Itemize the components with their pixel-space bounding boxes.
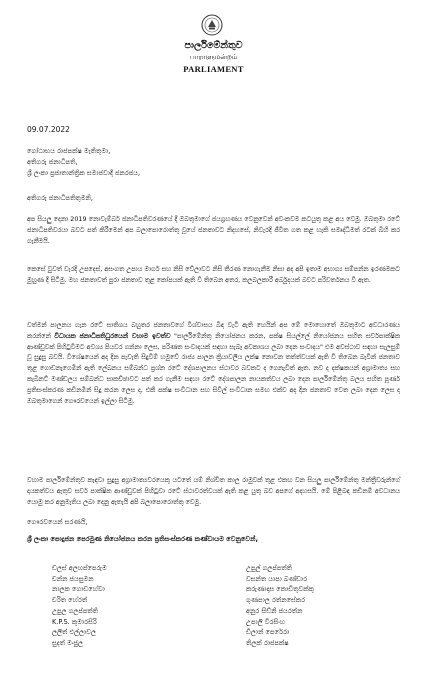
header-english-title: PARLIAMENT [183,64,244,74]
signatory-name: අනුර සිඩ්නි ජයරත්න [246,606,303,615]
signatory-list-right [246,563,314,649]
paragraph-2: කෙසේ වුවත් වැරදි උපදෙස්, අසංගත උපාය මාර්ග සහ නිසි වේලාවට නිසි තීරණ නොගැනීම නිසා අද අපි ඉතාම අභාග්‍ය සම්පන්න ඉරණමකට මුහුණ දී සිටිමු. මහ ජනතාවත් පුරා ජනතාව තුළ කෝපයක් ඇති වී තිබෙන අතර, කලබලකාරී අර්බුදයක් බවට පරිවර්තනය වී ඇත. [27,265,400,284]
paragraph-3-intro: වත්මන් පාලනය ගැන රටේ සාතිශය බහුතර ජනතාවගේ විශ්වාසය බිඳ වැටී ඇති හෙයින් අප මේ මොහොතේ ඔබතුමාට අවධාරණය කරන්නේ [27,321,400,340]
address-line: අතිගරු ජනාධිපති, [27,158,78,166]
signatory-list-left [52,563,107,649]
signatory-name: ගුණපාල රත්නසේකර [246,596,306,605]
signed-on-behalf: ශ්‍රී ලංකා පොදුජන පෙරමුණ නියෝජනය කරන ප්‍රතිසංස්කරණ කණ්ඩායම වෙනුවෙන්, [27,535,258,543]
paragraph-3-body: "පාර්ලිමේන්තු නියෝජනය කරන, පක්ෂ සියල්ලේ නියෝජනය සහිත සර්වපාක්ෂික ආණ්ඩුවක් පිහිටුවීමට අවශ්‍ය පියවර ගන්නා ලෙස, පරිණත සංවාදයක් සඳහා සැබෑ අවකාශය ලබා දෙන සංවාදය" එම අවස්ථාව සඳහා සැලසුම් වූ සුදුසු බවයි. විශේෂයෙන් අද දින පැවැති සිදුවීම් හමුවේ රාජ්‍ය පාලන ක්‍රියාවලිය ලක්ෂ නොවන තත්ත්වයක් ඇති වී තිබෙන බැවින් ජනතාව තුළ ගොඩනැගෙමින් ඇති ලේඛනය සම්බන්ධ ප්‍රශ්න රටේ දේශපාලනය ස්ථාවර බවකට ද ගෙනැවිත් ඇත. නව ද දක්ෂකයන් අග්‍රාමාත්‍ය සහ කැබිනට් මණ්ඩලය සම්බන්ධ සාකච්ඡාවට පත් කර ගැනීම සඳහා රටේ දේශපාලන නායකත්වය ලබා දෙන පාර්ලිමේන්තු බලය සහිත පූර්ණ ප්‍රතිසංස්කරණ කඩිනමින් සිදු කරන ලෙස ද, එකී පක්ෂ සංවිධාන සහ සිවිල් සංවිධාන සමඟ එක්ව අද දින ජනතාව වෙත ලබා දෙන ලෙස ද ඔබතුමාගෙන් ගෞරවයෙන් ඉල්ලා සිටිමු. [27,331,401,405]
signatory-name: සුදත් මංජුල [52,638,84,647]
parliament-emblem-icon [201,14,223,36]
recipient-address [27,146,140,179]
signatory-name: උපුල ගලප්පත්ති [52,606,99,615]
paragraph-1: අප සියලු දෙනා 2019 නොවැම්බර් ජනාධිපතිවරණයේ දී ඔබතුමාගේ ජයග්‍රහණය වෙනුවෙන් අවංකවම කටයුතු කළ අය වෙමු. ඔබතුමා රටේ ජනාධිපතිවරයා බවට පත් කිරීමෙන් අප බලාපොරොත්තු වූයේ ජනතාවට නිදහසේ, නිවැරදි ජීවිත ගත කළ හැකි සමෘද්ධිමත් රටක් බිහි කර ගැනීමයි. [27,215,400,245]
signatory-name: කරුණාදාස කොඩිතුවක්කු [246,585,314,594]
paragraph-3-emphasis: විධායක ජනාධිපතිධුරයෙන් වහාම ඉවත්ව [54,331,171,340]
signatory-name: තිලක් රාජපක්ෂ [246,638,289,647]
signatory-name: K.P.S. කුමාරසිරි [52,617,97,626]
salutation: අතිගරු ජනාධිපතිතුමනි, [27,194,93,202]
signatory-name: නාලක ගොඩහේවා [52,585,105,594]
signatory-name: ඩලස් අලහප්පෙරුම [52,564,107,572]
letter-date: 09.07.2022 [27,125,70,134]
signatory-name: උපාලි වීරසිංහ [246,617,286,626]
paragraph-3 [27,320,400,406]
address-line: ගෝඨාභය රාජපක්ෂ මැතිතුමා, [27,147,111,155]
signatory-name: ඩිලාන් පෙරේරා [246,628,290,637]
signatory-name: උපුල් ගලප්පත්ති [246,564,293,572]
header-tamil-title: பாராளுமன்றம் [189,53,238,61]
signatory-name: චන්න ජයසුමන [52,574,94,583]
address-line: ශ්‍රී ලංකා ප්‍රජාතාන්ත්‍රික සමාජවාදී ජනරජය, [27,169,141,177]
paragraph-4: වහාම පාර්ලිමේන්තුව කැඳවා සුදුසු අග්‍රාමාත්‍යවරයෙකු යටතේ යම් නිශ්චිත කාල රාමුවක් තුළ එකඟ වන සියලු පාර්ලිමේන්තු මන්ත්‍රීවරුන්ගේ දායකත්වය ඇතුව සර්ව පාක්ෂික ආණ්ඩුවක් පිහිටුවා රටේ ස්ථාවරත්වයක් ඇති කළ යුතු බව අපගේ අදහසයි. මේ පිළිබඳ කඩිනම් අවධානය යොමු කර අනුමැතිය ලබා දෙනු ඇතැයි අපි බලාපොරොත්තු වෙමු. [27,476,400,506]
signatory-name: චරිත හේරත් [52,596,88,605]
signatory-name: වසන්ත යාපා බණ්ඩාර [246,574,308,583]
signatory-name: ලලිත් එල්ලාවල [52,628,96,637]
closing-line: ගෞරවයෙන් සරණයි, [27,518,88,526]
header-sinhala-title: පාර්ලිමේන්තුව [184,40,243,51]
